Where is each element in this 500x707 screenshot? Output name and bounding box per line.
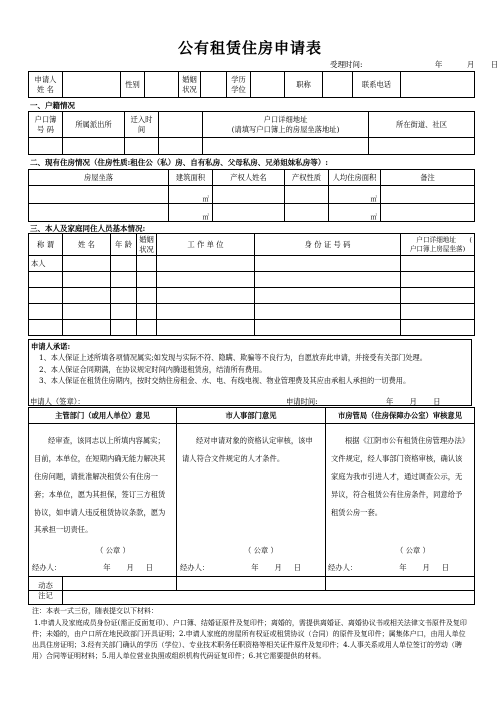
applicant-name-label: 申请人 姓 名 — [29, 72, 63, 98]
dept-opinion-head: 主管部门（或用人单位）意见 — [29, 408, 177, 424]
hukou-addr-label: 户口详细地址 (请填写户口簿上的房屋坐落地址) — [203, 112, 369, 138]
section-hukou: 一、户籍情况 — [30, 101, 75, 110]
education-label: 学历 学位 — [227, 72, 251, 98]
member-marital-label: 婚姻 状况 — [137, 234, 157, 256]
marital-value[interactable] — [201, 72, 227, 98]
remark-label: 备注 — [381, 170, 475, 186]
phone-value[interactable] — [401, 72, 475, 98]
members-table — [28, 233, 475, 336]
phone-label: 联系电话 — [353, 72, 401, 98]
form-title: 公有租赁住房申请表 — [177, 39, 322, 57]
dept-opinion-text: 经审查，该同志以上所填内容属实；目前，本单位，在短期内确无能力解决其住房问题，请批准解决租赁公有住房一套；本单位，愿为其担保，签订三方租赁协议，如申请人违反租赁协议条款，愿为其承担一切责任。 — [29, 424, 177, 591]
apply-date: 申请时间: 年 月 日 — [286, 397, 441, 406]
hukou-table — [28, 111, 475, 155]
dynamic-notes-table — [28, 576, 475, 605]
seal-3: （ 公章 ） — [396, 546, 430, 555]
handler-1: 经办人： 年 月 日 — [32, 563, 154, 572]
location-label: 房屋坐落 — [29, 170, 169, 186]
notes-body: 1.申请人及家庭成员身份证(需正反面复印）、户口簿、结婚证原件及复印件；离婚的，需提供离婚证、离婚协议书或相关法律文书原件及复印件；未婚的，由户口所在地民政部门开具证明；2.申请人家庭的房屋所有权证或租赁协议（合同）的原件及复印件；属集体户口，由用人单位出具住房证明；3.经有关部门确认的学历（学位）、专业技术职务任职资格等相关证件原件及复印件；4.人事关系或用人单位签订的劳动（聘用）合同等证明材料；5.用人单位营业执照或组织机构代码证复印件；6.其它需要提供的材料。 — [32, 619, 467, 660]
housing-opinion-text: 根据《江阴市公有租赁住房管理办法》文件规定，经人事部门资格审核，确认该家庭为我市引进人才，通过调查公示，无异议，符合租赁公有住房条件，同意给予租赁公房一套。 — [326, 424, 475, 591]
seal-2: （ 公章 ） — [244, 546, 278, 555]
id-label: 身 份 证 号 码 — [255, 234, 401, 256]
area-label: 建筑面积 — [169, 170, 213, 186]
work-label: 工 作 单 位 — [157, 234, 255, 256]
applicant-promise: 申请人承诺: 1、本人保证上述所填各项情况属实;如发现与实际不符、隐瞒、欺骗等不良行为，自愿放弃此申请，并接受有关部门处理。 2、本人保证合同期满，在协议规定时间内腾退租赁房，结清所有费用。 3、本人保证在租赁住房期内，按时交纳住房租金、水、电、有线电视、物业管理费及其应由承租人承担的一切费用。 — [28, 339, 472, 406]
accept-time: 受理时间: 年 月 日 — [330, 60, 499, 69]
gender-label: 性别 — [121, 72, 145, 98]
nature-label: 产权性质 — [285, 170, 329, 186]
dynamic-notes-value[interactable] — [63, 577, 475, 605]
education-value[interactable] — [251, 72, 285, 98]
member-name-label: 姓 名 — [63, 234, 111, 256]
applicant-table — [28, 71, 475, 98]
title-value[interactable] — [323, 72, 353, 98]
hr-opinion-text: 经对申请对象的资格认定审核，该申请人符合文件规定的人才条件。 — [177, 424, 326, 591]
age-label: 年 龄 — [111, 234, 137, 256]
handler-2: 经办人： 年 月 日 — [180, 563, 302, 572]
housing-table: 房屋坐落 建筑面积 产权人姓名 产权性质 人均住房面积 备注 ㎡ ㎡ ㎡ ㎡ — [28, 169, 475, 222]
notes-head: 注：本表一式三份，随表提交以下材料： — [32, 607, 158, 615]
per-capita-label: 人均住房面积 — [329, 170, 381, 186]
applicant-signature: 申请人（签章）： — [30, 397, 85, 406]
housing-opinion-head: 市房管局（住房保障办公室）审核意见 — [326, 408, 475, 424]
moved-in-value[interactable] — [159, 112, 203, 138]
handler-3: 经办人： 年 月 日 — [328, 563, 450, 572]
station-label: 所属派出所 — [63, 112, 125, 138]
gender-value[interactable] — [145, 72, 179, 98]
hr-opinion-head: 市人事部门意见 — [177, 408, 326, 424]
seal-1: （ 公章 ） — [96, 546, 130, 555]
hukou-no-label: 户口簿 号 码 — [29, 112, 63, 138]
section-housing: 二、现有住房情况（住房性质:租住公（私）房、自有私房、父母私房、兄弟姐妹私房等）: — [30, 158, 329, 167]
applicant-name-value[interactable] — [63, 72, 121, 98]
section-members: 三、本人及家庭同住人员基本情况: — [30, 224, 146, 233]
street-label: 所在街道、社区 — [369, 112, 475, 138]
member-addr-label: 户口详细地址 ( 户口簿上房屋坐落) — [401, 234, 475, 256]
dynamic-notes-label: 动态 注记 — [29, 577, 63, 605]
marital-label: 婚姻 状况 — [179, 72, 201, 98]
moved-in-label: 迁入时间 — [125, 112, 159, 138]
title-label: 职称 — [285, 72, 323, 98]
owner-label: 产权人姓名 — [213, 170, 285, 186]
self-row-label: 本人 — [29, 256, 63, 272]
relation-label: 称 谓 — [29, 234, 63, 256]
